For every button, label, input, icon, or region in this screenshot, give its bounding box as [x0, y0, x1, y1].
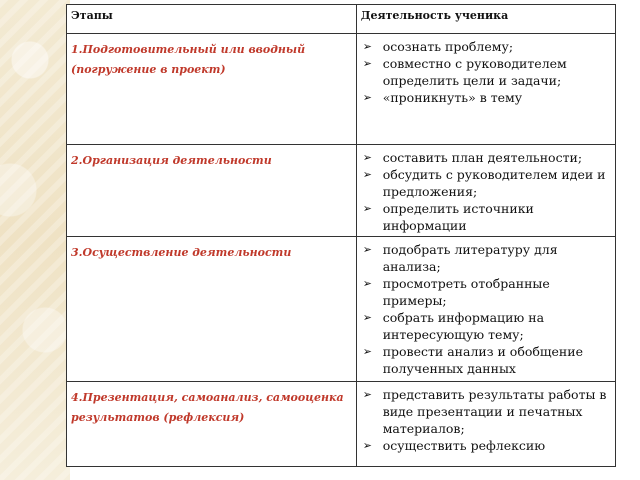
stage-cell — [67, 34, 357, 145]
arrow-bullet-icon: ➢ — [362, 40, 372, 53]
arrow-bullet-icon: ➢ — [362, 345, 372, 358]
list-item: ➢ составить план деятельности; — [362, 150, 583, 165]
activity-cell — [356, 34, 615, 145]
activity-list — [361, 38, 611, 106]
stage-cell — [67, 382, 357, 467]
arrow-bullet-icon: ➢ — [362, 277, 372, 290]
list-item: ➢ определить источники информации — [362, 201, 534, 233]
table-row — [67, 237, 616, 382]
header-activity: Деятельность ученика — [356, 5, 615, 34]
list-item: ➢ собрать информацию на интересующую тему; — [362, 310, 545, 342]
decorative-background — [0, 0, 70, 480]
activity-cell — [356, 145, 615, 237]
list-item: ➢ представить результаты работы в виде презентации и печатных материалов; — [362, 387, 607, 436]
list-item: ➢ осознать проблему; — [362, 39, 514, 54]
stage-cell — [67, 145, 357, 237]
arrow-bullet-icon: ➢ — [362, 151, 372, 164]
list-item: ➢ обсудить с руководителем идеи и предложения; — [362, 167, 606, 199]
activity-cell — [356, 237, 615, 382]
arrow-bullet-icon: ➢ — [362, 388, 372, 401]
arrow-bullet-icon: ➢ — [362, 311, 372, 324]
stage-name: 2.Организация деятельности — [71, 154, 272, 167]
arrow-bullet-icon: ➢ — [362, 243, 372, 256]
header-stages: Этапы — [67, 5, 357, 34]
arrow-bullet-icon: ➢ — [362, 168, 372, 181]
stage-cell — [67, 237, 357, 382]
arrow-bullet-icon: ➢ — [362, 57, 372, 70]
table-header-row — [67, 5, 616, 34]
activity-list — [361, 241, 611, 377]
list-item: ➢ «проникнуть» в тему — [362, 90, 523, 105]
list-item: ➢ осуществить рефлексию — [362, 438, 546, 453]
stage-name: 1.Подготовительный или вводный (погружение в проект) — [71, 43, 306, 76]
project-stages-table — [66, 4, 616, 467]
activity-list — [361, 149, 611, 234]
arrow-bullet-icon: ➢ — [362, 91, 372, 104]
table-row — [67, 145, 616, 237]
list-item: ➢ подобрать литературу для анализа; — [362, 242, 558, 274]
table-row — [67, 382, 616, 467]
arrow-bullet-icon: ➢ — [362, 202, 372, 215]
stage-name: 4.Презентация, самоанализ, самооценка результатов (рефлексия) — [71, 391, 344, 424]
activity-list — [361, 386, 611, 454]
list-item: ➢ провести анализ и обобщение полученных данных — [362, 344, 583, 376]
arrow-bullet-icon: ➢ — [362, 439, 372, 452]
stage-name: 3.Осуществление деятельности — [71, 246, 292, 259]
activity-cell — [356, 382, 615, 467]
list-item: ➢ совместно с руководителем определить цели и задачи; — [362, 56, 567, 88]
list-item: ➢ просмотреть отобранные примеры; — [362, 276, 550, 308]
table-row — [67, 34, 616, 145]
